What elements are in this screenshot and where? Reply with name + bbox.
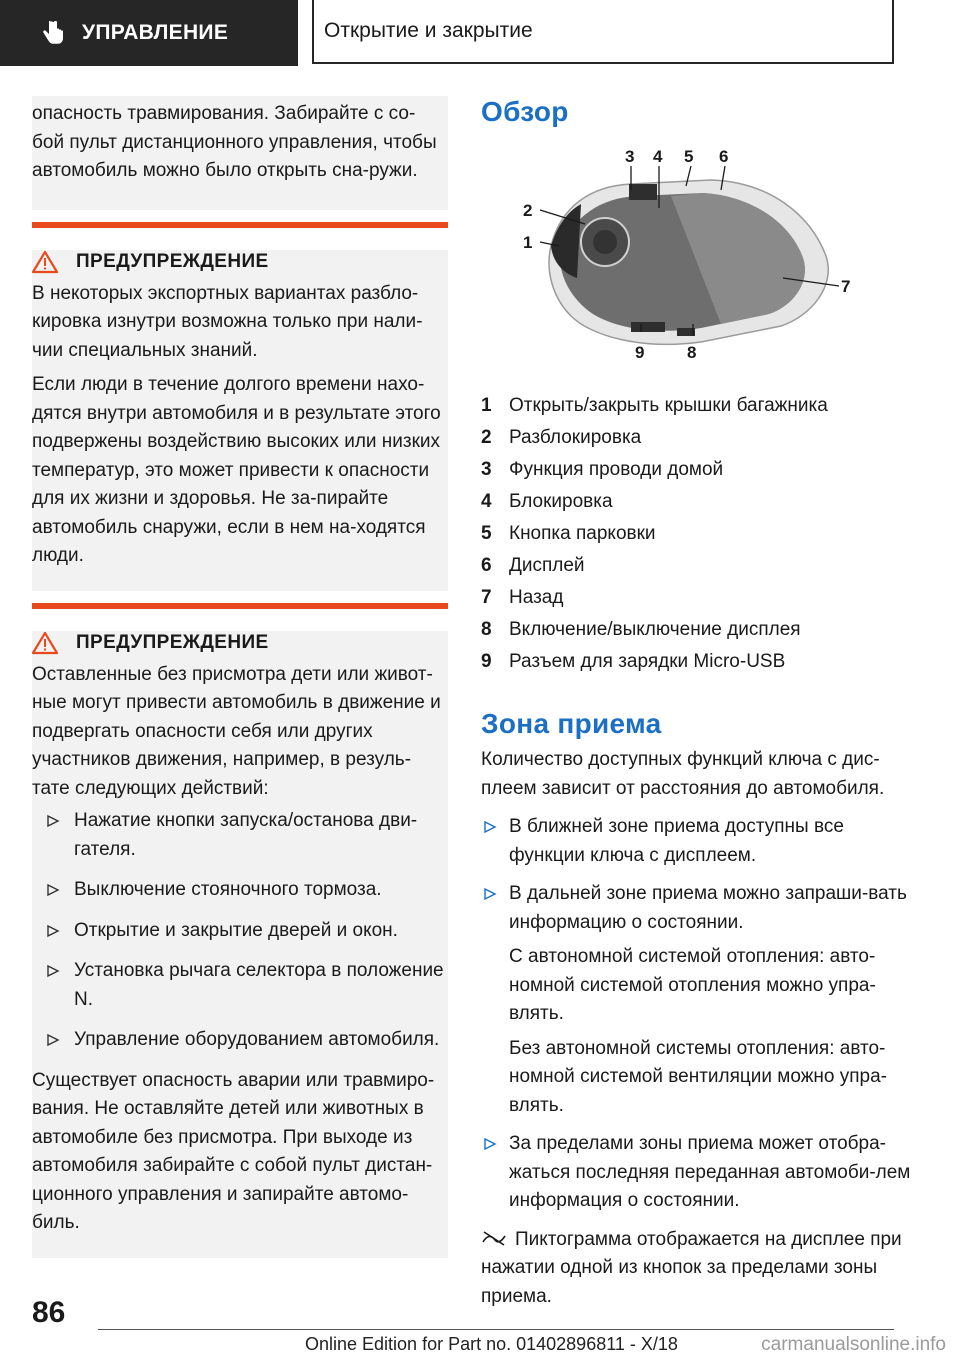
callout-label: 7 (841, 277, 851, 296)
bullet-text: Установка рычага селектора в положение N. (74, 960, 444, 1010)
key-figure (481, 146, 921, 376)
item-number: 5 (481, 523, 492, 544)
list-item (481, 1130, 921, 1216)
footer-divider (98, 1329, 894, 1330)
item-text: Функция проводи домой (509, 459, 724, 480)
warning-triangle-icon (32, 631, 58, 655)
list-item (481, 646, 921, 678)
bullet-triangle-icon (483, 1137, 497, 1151)
legend-list (481, 390, 921, 678)
item-number: 2 (481, 427, 492, 448)
item-text: Включение/выключение дисплея (509, 619, 801, 640)
subsection-title: Открытие и закрытие (312, 0, 894, 64)
zone-heading: Зона приема (481, 708, 662, 739)
intro-box (32, 96, 448, 210)
item-text: Назад (509, 587, 564, 608)
bullet-text: За пределами зоны приема может отобра-жаться последняя переданная автомоби-лем информация о состоянии. (509, 1133, 911, 1211)
item-number: 4 (481, 491, 492, 512)
warning1-paragraph-1: В некоторых экспортных вариантах разбло-кировка изнутри возможна только при нали-чии специальных знаний. (32, 282, 423, 361)
warning-title-1 (20, 250, 448, 274)
item-number: 1 (481, 395, 492, 416)
watermark: carmanualsonline.info (761, 1334, 946, 1355)
bullet-triangle-icon (46, 814, 60, 828)
warning-divider (32, 603, 448, 609)
hand-icon (40, 19, 66, 47)
callout-label: 8 (687, 343, 697, 362)
warning-divider (32, 222, 448, 228)
warning-box-1 (32, 250, 448, 591)
list-item (481, 518, 921, 550)
edition-text: Online Edition for Part no. 01402896811 - X/18 (305, 1334, 678, 1354)
icon-note (481, 1226, 921, 1312)
warning-title-2 (20, 631, 448, 655)
bullet-text: Открытие и закрытие дверей и окон. (74, 919, 398, 941)
bullet-triangle-icon (46, 1033, 60, 1047)
list-item (481, 486, 921, 518)
left-column (32, 96, 448, 1258)
list-item (481, 390, 921, 422)
item-text: Разъем для зарядки Micro-USB (509, 651, 786, 672)
list-item (32, 957, 448, 1014)
warning-box-2 (32, 631, 448, 1258)
warning2-paragraph-2: Существует опасность аварии или травмиро-вания. Не оставляйте детей или животных в автомобиле без присмотра. При выходе из автомобиля забирайте с собой пульт дистан-ционного управления и запирайте автомо-биль. (32, 1069, 435, 1233)
bullet-text: В дальней зоне приема можно запраши-вать информацию о состоянии. (509, 883, 907, 933)
page-number: 86 (32, 1296, 66, 1329)
list-item (32, 876, 448, 905)
page-header (0, 0, 960, 66)
bullet-triangle-icon (46, 924, 60, 938)
list-item (481, 582, 921, 614)
bullet-subtext: Без автономной системы отопления: авто-номной системой вентиляции можно упра-влять. (509, 1037, 887, 1116)
list-item (481, 422, 921, 454)
right-column (481, 96, 921, 1311)
section-tab (0, 0, 298, 66)
bullet-text: Выключение стояночного тормоза. (74, 879, 382, 900)
list-item (481, 813, 921, 870)
list-item (481, 454, 921, 486)
bullet-text: В ближней зоне приема доступны все функции ключа с дисплеем. (509, 816, 844, 866)
list-item (32, 917, 448, 946)
intro-text: опасность травмирования. Забирайте с со-бой пульт дистанционного управления, чтобы автомобиль можно было открыть сна-ружи. (32, 103, 437, 181)
item-number: 7 (481, 587, 492, 608)
zone-intro: Количество доступных функций ключа с дис-плеем зависит от расстояния до автомобиля. (481, 749, 885, 799)
bullet-text: Управление оборудованием автомобиля. (74, 1029, 440, 1050)
warning-title-text: ПРЕДУПРЕЖДЕНИЕ (76, 631, 269, 653)
bullet-triangle-icon (483, 887, 497, 901)
warning-triangle-icon (32, 250, 58, 274)
callout-label: 3 (625, 147, 635, 166)
warning2-paragraph-1: Оставленные без присмотра дети или живот-ные могут привести автомобиль в движение и подвергать опасности себя или других участников движения, например, в резуль-тате следующих действий: (32, 663, 441, 799)
signal-crossed-icon (481, 1230, 507, 1246)
callout-label: 6 (719, 147, 729, 166)
list-item (32, 1026, 448, 1055)
item-number: 9 (481, 651, 492, 672)
bullet-subtext: С автономной системой отопления: авто-номной системой отопления можно упра-влять. (509, 946, 876, 1024)
list-item (481, 550, 921, 582)
callout-label: 1 (523, 233, 533, 252)
item-text: Кнопка парковки (509, 523, 656, 544)
warning1-paragraph-2: Если люди в течение долгого времени нахо-дятся внутри автомобиля и в результате этого подвержены воздействию высоких или низких температур, это может привести к опасности для их жизни и здоровья. Не за-пирайте автомобиль снаружи, если в нем на-ходятся люди. (32, 374, 441, 566)
callout-label: 5 (684, 147, 694, 166)
callout-label: 4 (653, 147, 663, 166)
section-title: УПРАВЛЕНИЕ (82, 21, 229, 44)
item-text: Блокировка (509, 491, 613, 512)
display-key-illustration (481, 146, 921, 376)
warning-title-text: ПРЕДУПРЕЖДЕНИЕ (76, 250, 269, 272)
item-text: Дисплей (509, 555, 585, 576)
bullet-text: Нажатие кнопки запуска/останова дви-гателя. (74, 810, 418, 860)
icon-note-text: Пиктограмма отображается на дисплее при нажатии одной из кнопок за пределами зоны приема. (481, 1228, 902, 1307)
zone-bullet-list (481, 813, 921, 1216)
item-number: 8 (481, 619, 492, 640)
item-text: Разблокировка (509, 427, 642, 448)
item-text: Открыть/закрыть крышки багажника (509, 395, 828, 416)
list-item (481, 880, 921, 1120)
item-number: 6 (481, 555, 492, 576)
bullet-triangle-icon (483, 820, 497, 834)
warning2-bullet-list (32, 807, 448, 1055)
callout-label: 9 (635, 343, 645, 362)
bullet-triangle-icon (46, 964, 60, 978)
bullet-triangle-icon (46, 883, 60, 897)
list-item (32, 807, 448, 864)
overview-heading: Обзор (481, 96, 569, 127)
list-item (481, 614, 921, 646)
callout-label: 2 (523, 201, 533, 220)
item-number: 3 (481, 459, 492, 480)
